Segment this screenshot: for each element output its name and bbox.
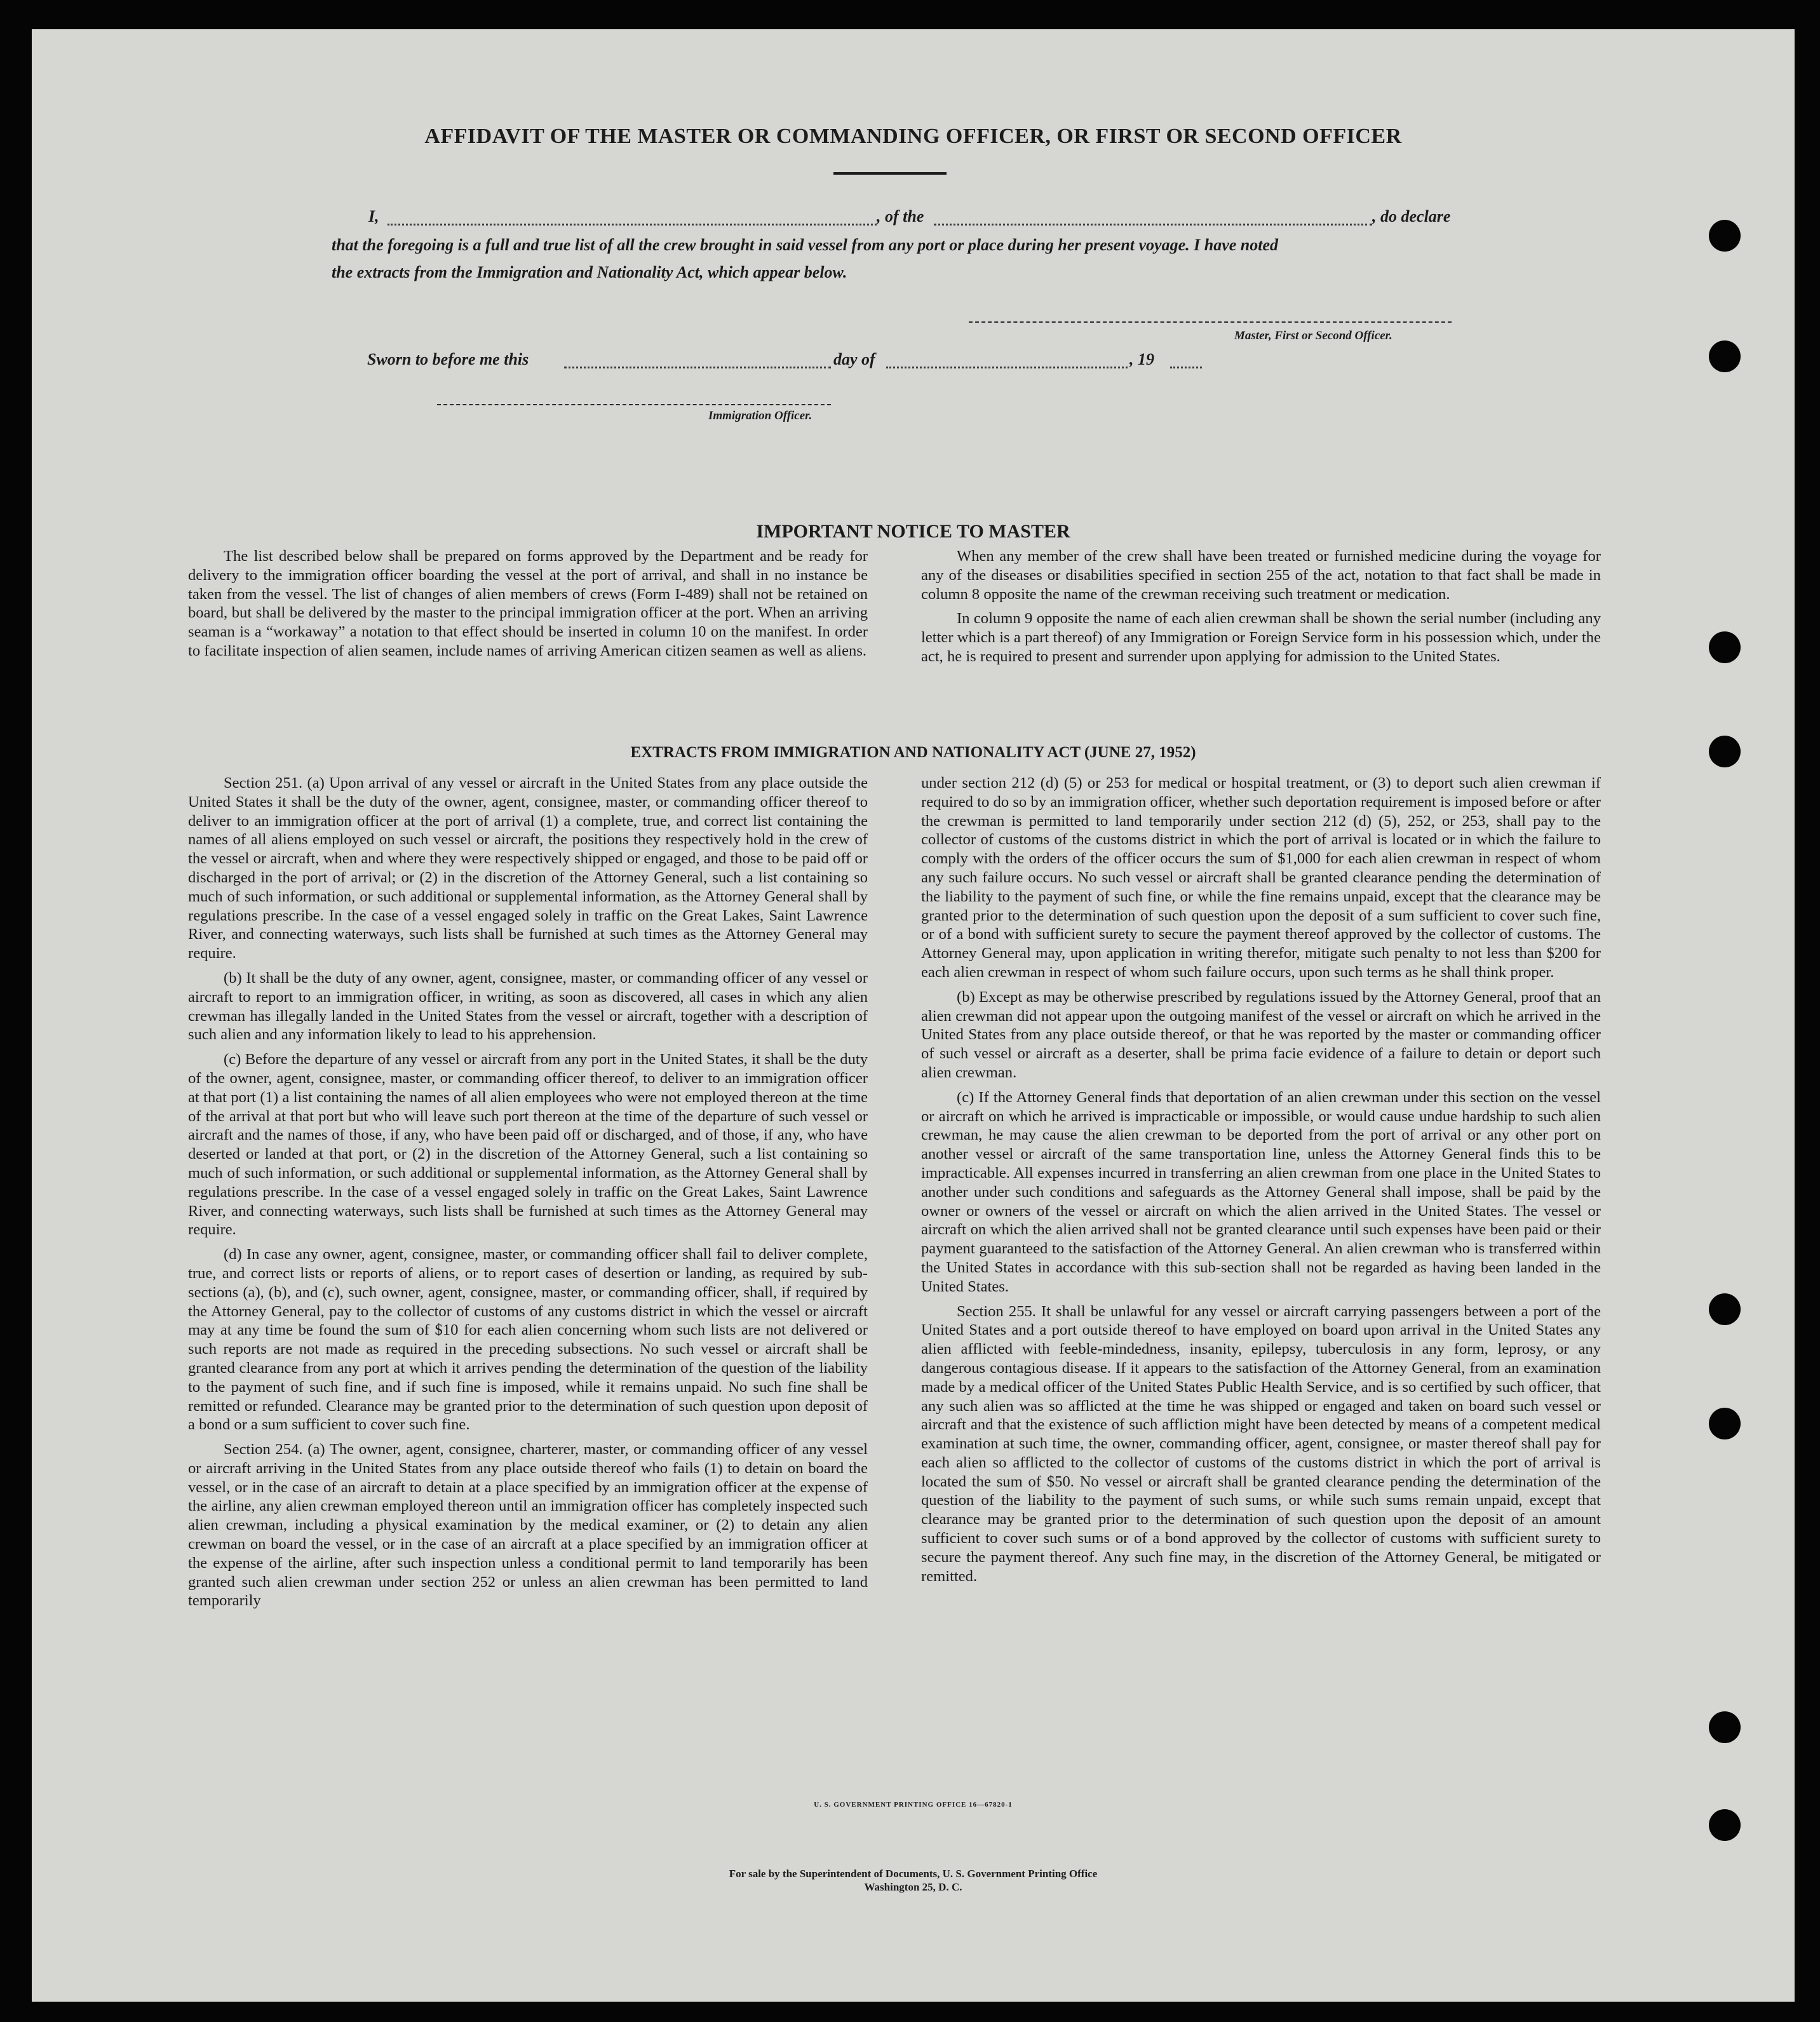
vessel-name-field[interactable]: [934, 224, 1372, 226]
affidavit-title: AFFIDAVIT OF THE MASTER OR COMMANDING OFFICER, OR FIRST OR SECOND OFFICER: [424, 125, 1402, 148]
section-251-c: (c) Before the departure of any vessel or aircraft from any port in the United States, it shall be the duty of the owner, agent, consignee, master, or commanding officer thereof, to deliver to an immigration officer at that port (1) a list containing the names of all alien employees who were not employed thereon at the time of the arrival at that port but who will leave such port thereon at the time of the departure of such vessel or aircraft and the names of those, if any, who have been paid off or discharged, and of those, if any, who have deserted or landed at that port, or (2) in the discretion of the Attorney General, such a list containing so much of such information, or such additional or supplemental information, as the Attorney General shall by regulations prescribe. In the case of a vessel engaged solely in traffic on the Great Lakes, Saint Lawrence River, and connecting waterways, such lists shall be furnished at such times as the Attorney General may require.: [188, 1051, 868, 1239]
sworn-day-field[interactable]: [564, 367, 831, 368]
section-254-b: (b) Except as may be otherwise prescribed by regulations issued by the Attorney General, proof that an alien crewman did not appear upon the outgoing manifest of the vessel or aircraft on which he arrived in the United States from any place outside thereof, or that he was reported by the master or commanding officer of such vessel or aircraft as a deserter, shall be prima facie evidence of a failure to detain or deport such alien crewman.: [921, 988, 1601, 1081]
notice-paragraph: The list described below shall be prepared on forms approved by the Department and be ready for delivery to the immigration officer boarding the vessel at the port of arrival, and shall in no instance be taken from the vessel. The list of changes of alien members of crews (Form I-489) shall not be retained on board, but shall be delivered by the master to the principal immigration officer at the port. When an arriving seaman is a “workaway” a notation to that effect should be inserted in column 10 on the manifest. In order to facilitate inspection of alien seamen, include names of arriving American citizen seamen as well as aliens.: [188, 548, 868, 659]
day-of-label: day of: [833, 350, 875, 368]
section-255: Section 255. It shall be unlawful for any vessel or aircraft carrying passengers between a port of the United States and a port outside thereof to have employed on board upon arrival in the United States any alien afflicted with feeble-mindedness, insanity, epilepsy, tuberculosis in any form, leprosy, or any dangerous contagious disease. If it appears to the satisfaction of the Attorney General, from an examination made by a medical officer of the United States Public Health Service, and is so certified by such officer, that any such alien was so afflicted at the time he was shipped or engaged and taken on board such vessel or aircraft and that the existence of such affliction might have been detected by means of a competent medical examination at such time, the owner, commanding officer, agent, consignee, or master thereof shall pay for each alien so afflicted to the collector of customs of the customs district in which the port of arrival is located the sum of $50. No vessel or aircraft shall be granted clearance pending the determination of the question of the liability to the payment of such sums, or while such sums remain unpaid, except that clearance may be granted prior to the determination of such question upon the deposit of an amount sufficient to cover such sums or of a bond approved by the collector of customs with sufficient surety to secure the payment thereof. Any such fine may, in the discretion of the Attorney General, be mitigated or remitted.: [921, 1302, 1601, 1585]
binder-hole: [1709, 1293, 1741, 1325]
master-signature-line[interactable]: [969, 321, 1452, 323]
binder-hole: [1709, 1408, 1741, 1439]
sworn-year-field[interactable]: [1170, 367, 1202, 368]
section-254-a-continued: under section 212 (d) (5) or 253 for medical or hospital treatment, or (3) to deport such alien crewman if required to do so by an immigration officer, whether such deportation requirement is imposed before or after the crewman is permitted to land temporarily under section 212 (d) (5), 252, or 253, shall pay to the collector of customs of the customs district in which the port of arrival is located or in which the failure to comply with the orders of the officer occurs the sum of $1,000 for each alien crewman in respect of whom any such failure occurs. No such vessel or aircraft shall be granted clearance pending the determination of the liability to the payment of such fine, or while the fine remains unpaid, except that the clearance may be granted prior to the determination of such question upon the deposit of a sum sufficient to cover such fine, or of a bond with sufficient surety to secure the payment thereof approved by the collector of customs. The Attorney General may, upon application in writing therefor, mitigate such penalty to not less than $200 for each alien crewman in respect of whom such failure occurs, upon such terms as he shall think proper.: [921, 774, 1601, 981]
title-divider: [833, 172, 947, 175]
immigration-officer-signature-line[interactable]: [437, 404, 831, 405]
section-254-c: (c) If the Attorney General finds that deportation of an alien crewman under this section on the vessel or aircraft on which he arrived is impracticable or impossible, or would cause undue hardship to such alien crewman, he may cause the alien crewman to be deported from the port of arrival or any other port on another vessel or aircraft of the same transportation line, unless the Attorney General finds this to be impracticable. All expenses incurred in transferring an alien crewman from one place in the United States to another under such conditions and safeguards as the Attorney General shall impose, shall be paid by the owner or owners of the vessel or aircraft on which the alien arrived in the United States. The vessel or aircraft on which the alien arrived shall not be granted clearance until such expenses have been paid or their payment guaranteed to the satisfaction of the Attorney General. An alien crewman who is transferred within the United States in accordance with this sub-section shall not be regarded as having been landed in the United States.: [921, 1088, 1601, 1295]
section-254-a: Section 254. (a) The owner, agent, consignee, charterer, master, or commanding officer of any vessel or aircraft arriving in the United States from any place outside thereof who fails (1) to detain on board the vessel, or in the case of an aircraft to detain at a place specified by an immigration officer at the expense of the airline, any alien crewman employed thereon until an immigration officer has completely inspected such alien crewman, including a physical examination by the medical examiner, or (2) to detain any alien crewman on board the vessel, or in the case of an aircraft at a place specified by an immigration officer at the expense of the airline, after such inspection unless a conditional permit to land temporarily has been granted such alien crewman under section 252 or unless an alien crewman has been permitted to land temporarily: [188, 1441, 868, 1610]
binder-hole: [1709, 340, 1741, 372]
sale-line-1: For sale by the Superintendent of Documents, U. S. Government Printing Office: [729, 1868, 1098, 1880]
extracts-title: EXTRACTS FROM IMMIGRATION AND NATIONALITY ACT (JUNE 27, 1952): [630, 744, 1196, 761]
do-declare-label: , do declare: [1372, 207, 1451, 226]
sale-line-2: Washington 25, D. C.: [864, 1881, 962, 1893]
affidavit-statement-line-2: the extracts from the Immigration and Nationality Act, which appear below.: [332, 263, 847, 281]
binder-hole: [1709, 1711, 1741, 1743]
affidavit-statement-line-1: that the foregoing is a full and true list of all the crew brought in said vessel from any port or place during her present voyage. I have noted: [332, 236, 1279, 254]
sworn-month-field[interactable]: [886, 367, 1128, 368]
form-page: [32, 29, 1795, 2002]
notice-title: IMPORTANT NOTICE TO MASTER: [756, 521, 1070, 542]
binder-hole: [1709, 631, 1741, 663]
master-signature-label: Master, First or Second Officer.: [1234, 329, 1392, 342]
sworn-label: Sworn to before me this: [367, 350, 529, 368]
i-label: I,: [368, 207, 379, 226]
extracts-left-column: [188, 774, 868, 1616]
notice-right-column: [921, 547, 1601, 672]
section-251-d: (d) In case any owner, agent, consignee, master, or commanding officer shall fail to deliver complete, true, and correct lists or reports of aliens, or to report cases of desertion or landing, as required by sub-sections (a), (b), and (c), such owner, agent, consignee, master, or commanding officer, shall, if required by the Attorney General, pay to the collector of customs of any customs district in which the vessel or aircraft may at any time be found the sum of $10 for each alien concerning whom such lists are not delivered or such reports are not made as required in the preceding subsections. No such vessel or aircraft shall be granted clearance from any port at which it arrives pending the determination of the question of the liability to the payment of such fine, and if such fine is imposed, while it remains unpaid. No such fine shall be remitted or refunded. Clearance may be granted prior to the determination of such question upon deposit of a bond or a sum sufficient to cover such fine.: [188, 1246, 868, 1434]
year-label: , 19: [1129, 350, 1154, 368]
immigration-officer-label: Immigration Officer.: [708, 409, 812, 422]
binder-hole: [1709, 220, 1741, 252]
extracts-right-column: [921, 774, 1601, 1591]
declarant-name-field[interactable]: [388, 224, 877, 226]
printing-office-code: U. S. GOVERNMENT PRINTING OFFICE 16—67820-1: [814, 1801, 1013, 1809]
section-251-b: (b) It shall be the duty of any owner, agent, consignee, master, or commanding officer of any vessel or aircraft to report to an immigration officer, in writing, as soon as discovered, all cases in which any alien crewman has illegally landed in the United States from the vessel or aircraft, together with a description of such alien and any information likely to lead to his apprehension.: [188, 969, 868, 1044]
section-251-a: Section 251. (a) Upon arrival of any vessel or aircraft in the United States from any place outside the United States it shall be the duty of the owner, agent, consignee, master, or commanding officer thereof to deliver to an immigration officer at the port of arrival (1) a complete, true, and correct list containing the names of all aliens employed on such vessel or aircraft, the positions they respectively hold in the crew of the vessel or aircraft, when and where they were respectively shipped or engaged, and those to be paid off or discharged in the port of arrival; or (2) in the discretion of the Attorney General, such a list containing so much of such information, or such additional or supplemental information, as the Attorney General shall by regulations prescribe. In the case of a vessel engaged solely in traffic on the Great Lakes, Saint Lawrence River, and connecting waterways, such lists shall be furnished at such times as the Attorney General may require.: [188, 774, 868, 962]
notice-paragraph: When any member of the crew shall have been treated or furnished medicine during the voyage for any of the diseases or disabilities specified in section 255 of the act, notation to that fact shall be made in column 8 opposite the name of the crewman receiving such treatment or medication.: [921, 548, 1601, 603]
notice-left-column: [188, 547, 868, 666]
binder-hole: [1709, 1809, 1741, 1841]
of-the-label: , of the: [877, 207, 924, 226]
notice-paragraph: In column 9 opposite the name of each alien crewman shall be shown the serial number (including any letter which is a part thereof) of any Immigration or Foreign Service form in his possession which, under the act, he is required to present and surrender upon applying for admission to the United States.: [921, 610, 1601, 665]
sale-notice: [32, 1867, 1795, 1894]
